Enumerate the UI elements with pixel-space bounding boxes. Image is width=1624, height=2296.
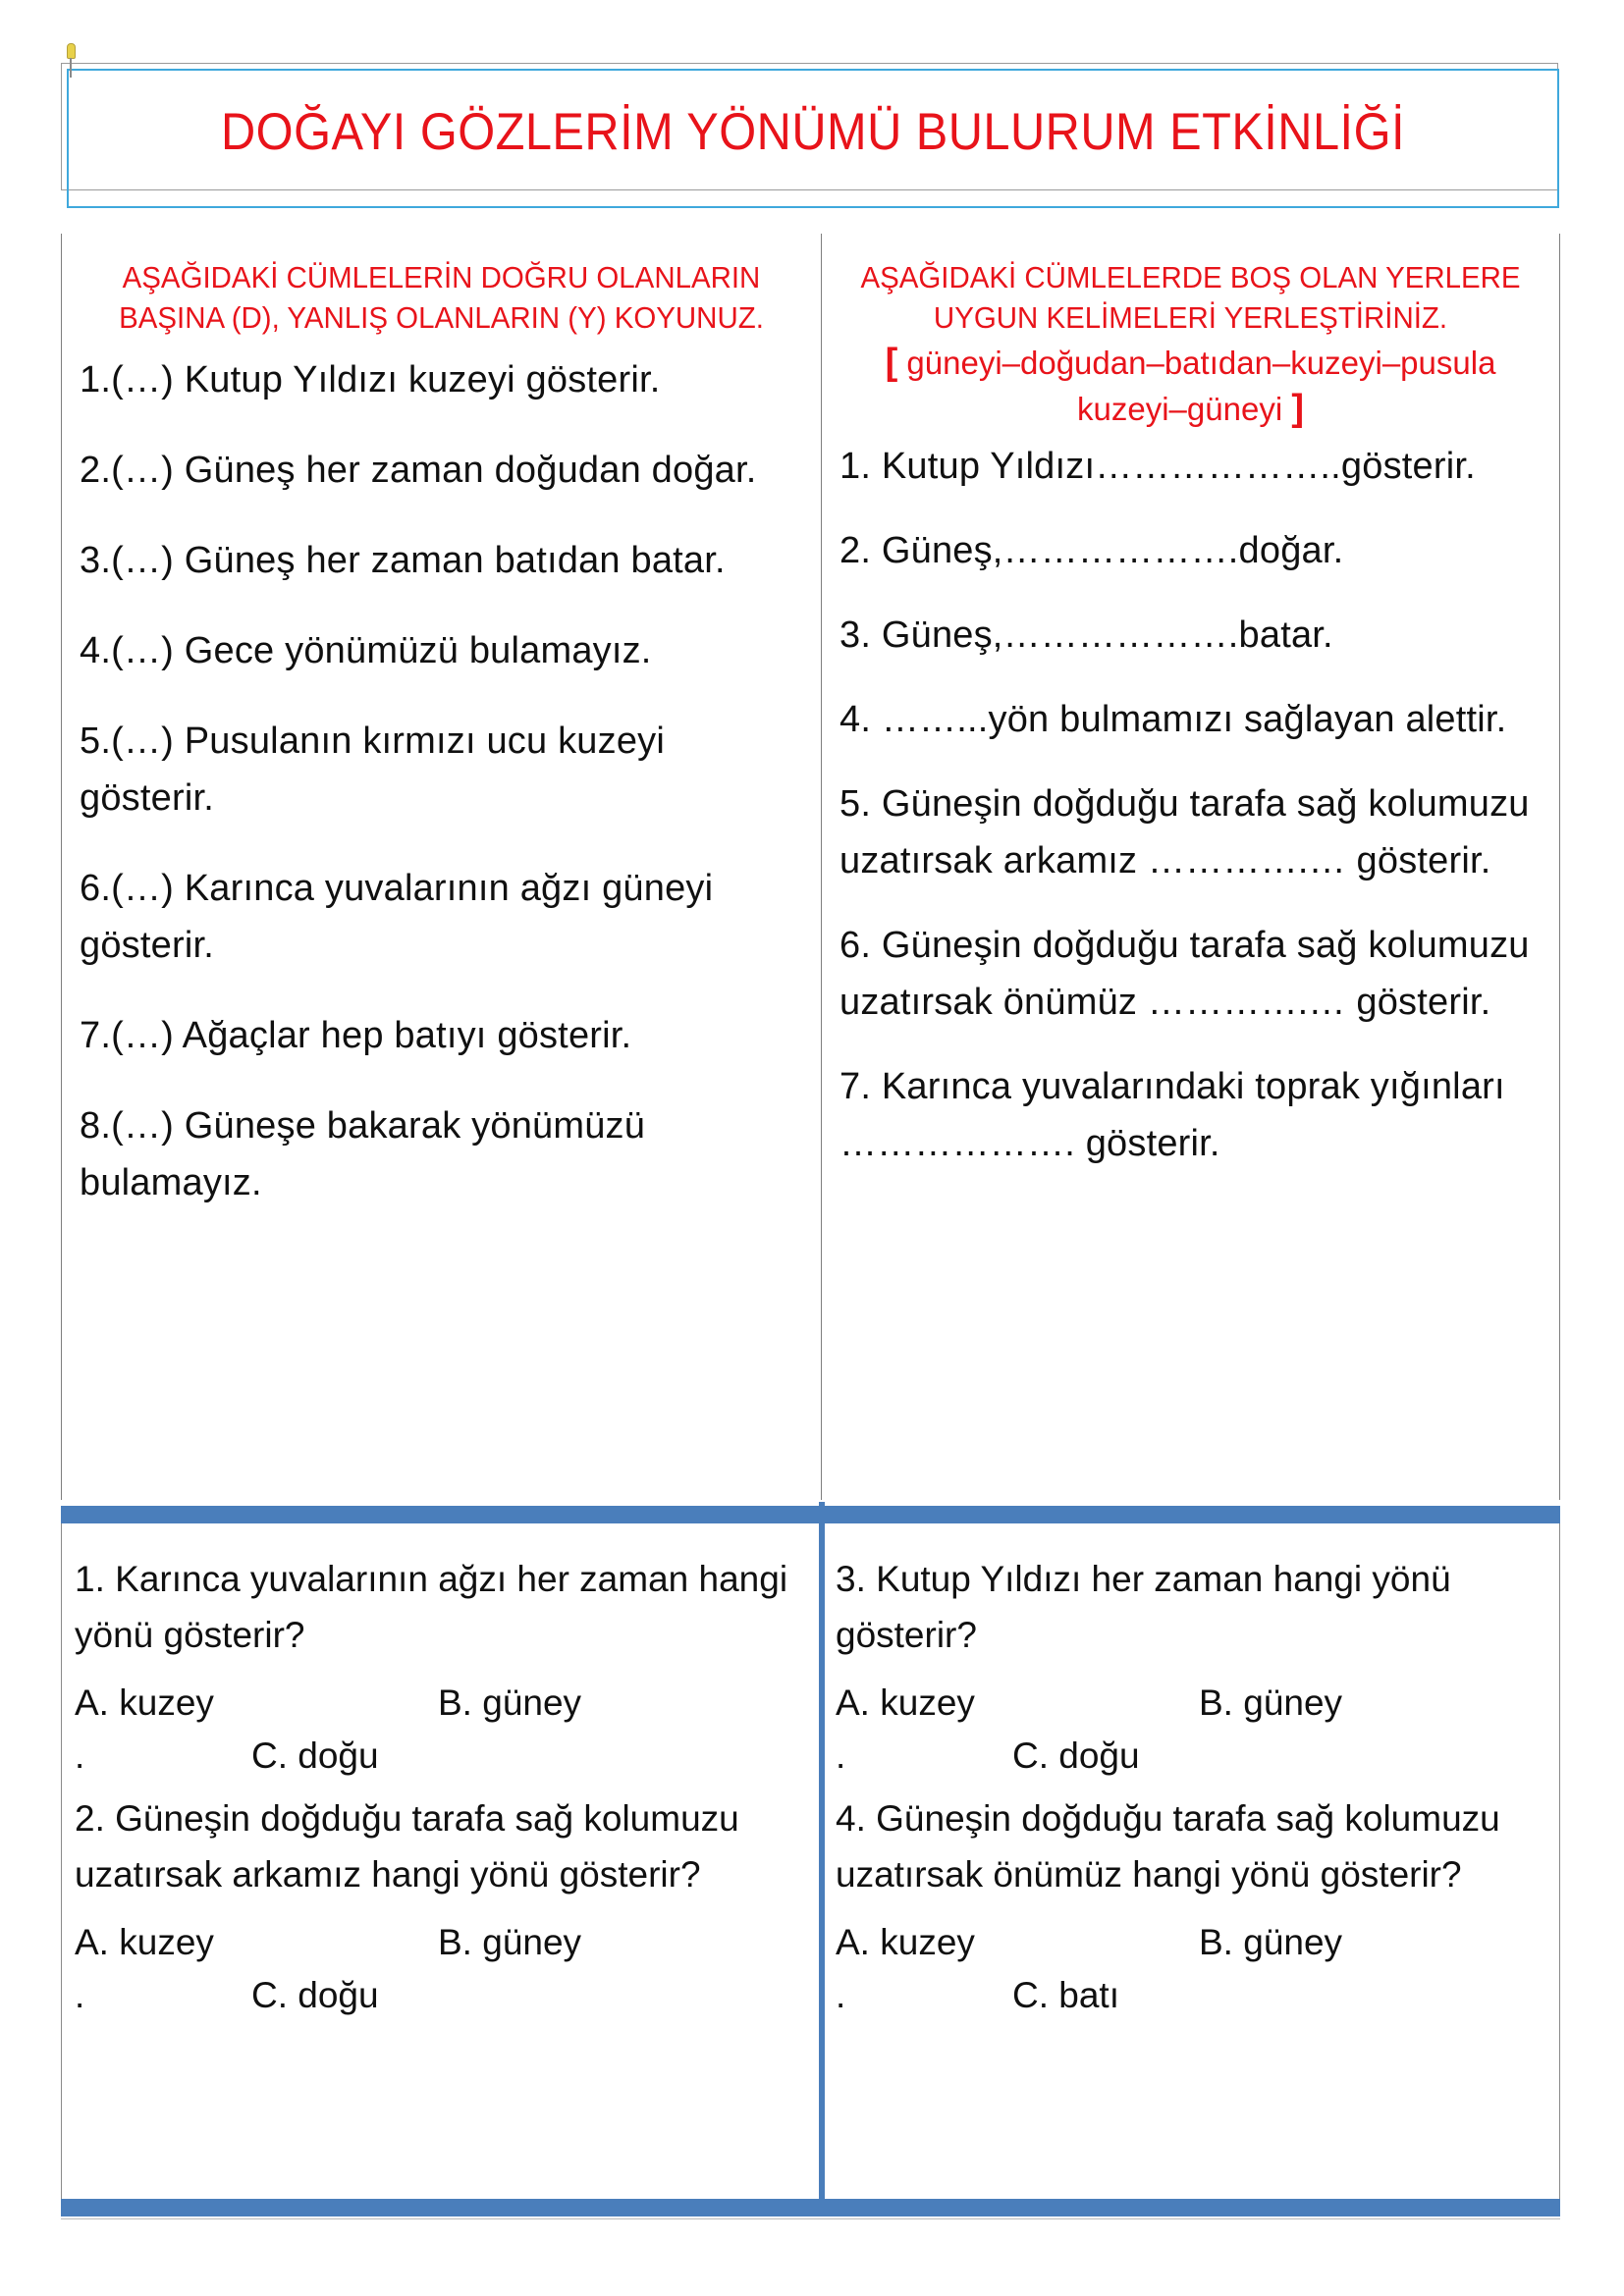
mc-question: 1. Karınca yuvalarının ağzı her zaman hangi yönü gösterir? <box>75 1559 788 1655</box>
fill-blanks-column <box>822 234 1560 1500</box>
word-bank <box>822 338 1559 432</box>
mc-options-row-c <box>75 1969 804 2022</box>
fill-blank-item[interactable]: 4. ……...yön bulmamızı sağlayan alettir. <box>839 699 1507 740</box>
mc-lead-dot: . <box>836 1975 846 2015</box>
mc-option-b[interactable]: B. güney <box>1199 1922 1343 1962</box>
mc-option-a[interactable]: A. kuzey <box>836 1682 975 1723</box>
mc-options-row-ab <box>75 1916 804 1969</box>
section-divider-bar-bottom <box>61 2199 1560 2216</box>
mc-option-c[interactable]: C. doğu <box>251 1975 379 2015</box>
mc-spacer <box>836 1783 1543 1790</box>
fill-blank-item[interactable]: 1. Kutup Yıldızı………………..gösterir. <box>839 446 1476 487</box>
fill-blank-item[interactable]: 5. Güneşin doğduğu tarafa sağ kolumuzu uzatırsak arkamız ………….… gösterir. <box>839 783 1530 881</box>
true-false-column <box>61 234 822 1500</box>
fill-blank-item[interactable]: 6. Güneşin doğduğu tarafa sağ kolumuzu uzatırsak önümüz ………….… gösterir. <box>839 925 1530 1023</box>
true-false-item[interactable]: 3.(…) Güneş her zaman batıdan batar. <box>80 540 726 581</box>
fill-blank-item[interactable]: 3. Güneş,……………….batar. <box>839 614 1333 656</box>
word-bank-words: güneyi–doğudan–batıdan–kuzeyi–pusula kuzeyi–güneyi <box>906 345 1496 427</box>
mc-option-a[interactable]: A. kuzey <box>75 1922 214 1962</box>
word-bank-open-bracket: [ <box>885 342 898 383</box>
mc-options-row-ab <box>836 1677 1543 1730</box>
mc-option-a[interactable]: A. kuzey <box>75 1682 214 1723</box>
mc-options-row-c <box>836 1730 1543 1783</box>
mc-left-column <box>61 1523 822 2199</box>
mc-lead-dot: . <box>836 1735 846 1776</box>
page-title: DOĞAYI GÖZLERİM YÖNÜMÜ BULURUM ETKİNLİĞİ <box>221 103 1405 161</box>
pushpin-head <box>67 43 76 59</box>
mc-option-c[interactable]: C. doğu <box>1012 1735 1140 1776</box>
mc-lead-dot: . <box>75 1735 85 1776</box>
fill-blank-item[interactable]: 7. Karınca yuvalarındaki toprak yığınları ………………. gösterir. <box>839 1066 1505 1164</box>
mc-options-row-c <box>836 1969 1543 2022</box>
mc-lead-dot: . <box>75 1975 85 2015</box>
mc-question: 2. Güneşin doğduğu tarafa sağ kolumuzu uzatırsak arkamız hangi yönü gösterir? <box>75 1798 739 1895</box>
true-false-item[interactable]: 7.(…) Ağaçlar hep batıyı gösterir. <box>80 1015 632 1056</box>
mc-spacer <box>75 1783 804 1790</box>
mc-options-row-ab <box>75 1677 804 1730</box>
word-bank-close-bracket: ] <box>1291 388 1304 429</box>
page-bottom-hairline <box>61 2218 1560 2219</box>
pushpin-needle <box>70 58 72 78</box>
true-false-heading: AŞAĞIDAKİ CÜMLELERİN DOĞRU OLANLARIN BAŞINA (D), YANLIŞ OLANLARIN (Y) KOYUNUZ. <box>119 260 764 335</box>
mc-option-c[interactable]: C. batı <box>1012 1975 1119 2015</box>
fill-blanks-list <box>822 432 1559 1172</box>
mc-question: 3. Kutup Yıldızı her zaman hangi yönü gösterir? <box>836 1559 1451 1655</box>
mc-option-c[interactable]: C. doğu <box>251 1735 379 1776</box>
true-false-item[interactable]: 1.(…) Kutup Yıldızı kuzeyi gösterir. <box>80 359 661 400</box>
true-false-item[interactable]: 2.(…) Güneş her zaman doğudan doğar. <box>80 450 757 491</box>
mc-options-row-c <box>75 1730 804 1783</box>
mc-option-a[interactable]: A. kuzey <box>836 1922 975 1962</box>
mc-right-column <box>822 1523 1560 2199</box>
fill-blank-item[interactable]: 2. Güneş,……………….doğar. <box>839 530 1344 571</box>
mc-option-b[interactable]: B. güney <box>438 1922 582 1962</box>
mc-option-b[interactable]: B. güney <box>438 1682 582 1723</box>
fill-blanks-heading: AŞAĞIDAKİ CÜMLELERDE BOŞ OLAN YERLERE UYGUN KELİMELERİ YERLEŞTİRİNİZ. <box>860 260 1521 335</box>
multiple-choice-section <box>61 1523 1560 2199</box>
upper-section <box>61 234 1560 1500</box>
pushpin-icon <box>67 43 76 79</box>
section-divider-bar-top <box>61 1506 1560 1523</box>
true-false-item[interactable]: 5.(…) Pusulanın kırmızı ucu kuzeyi gösterir. <box>80 721 666 819</box>
true-false-list <box>62 338 821 1211</box>
true-false-item[interactable]: 4.(…) Gece yönümüzü bulamayız. <box>80 630 652 671</box>
true-false-item[interactable]: 6.(…) Karınca yuvalarının ağzı güneyi gösterir. <box>80 868 714 966</box>
mc-question: 4. Güneşin doğduğu tarafa sağ kolumuzu uzatırsak önümüz hangi yönü gösterir? <box>836 1798 1500 1895</box>
true-false-item[interactable]: 8.(…) Güneşe bakarak yönümüzü bulamayız. <box>80 1105 646 1203</box>
mc-option-b[interactable]: B. güney <box>1199 1682 1343 1723</box>
mc-options-row-ab <box>836 1916 1543 1969</box>
